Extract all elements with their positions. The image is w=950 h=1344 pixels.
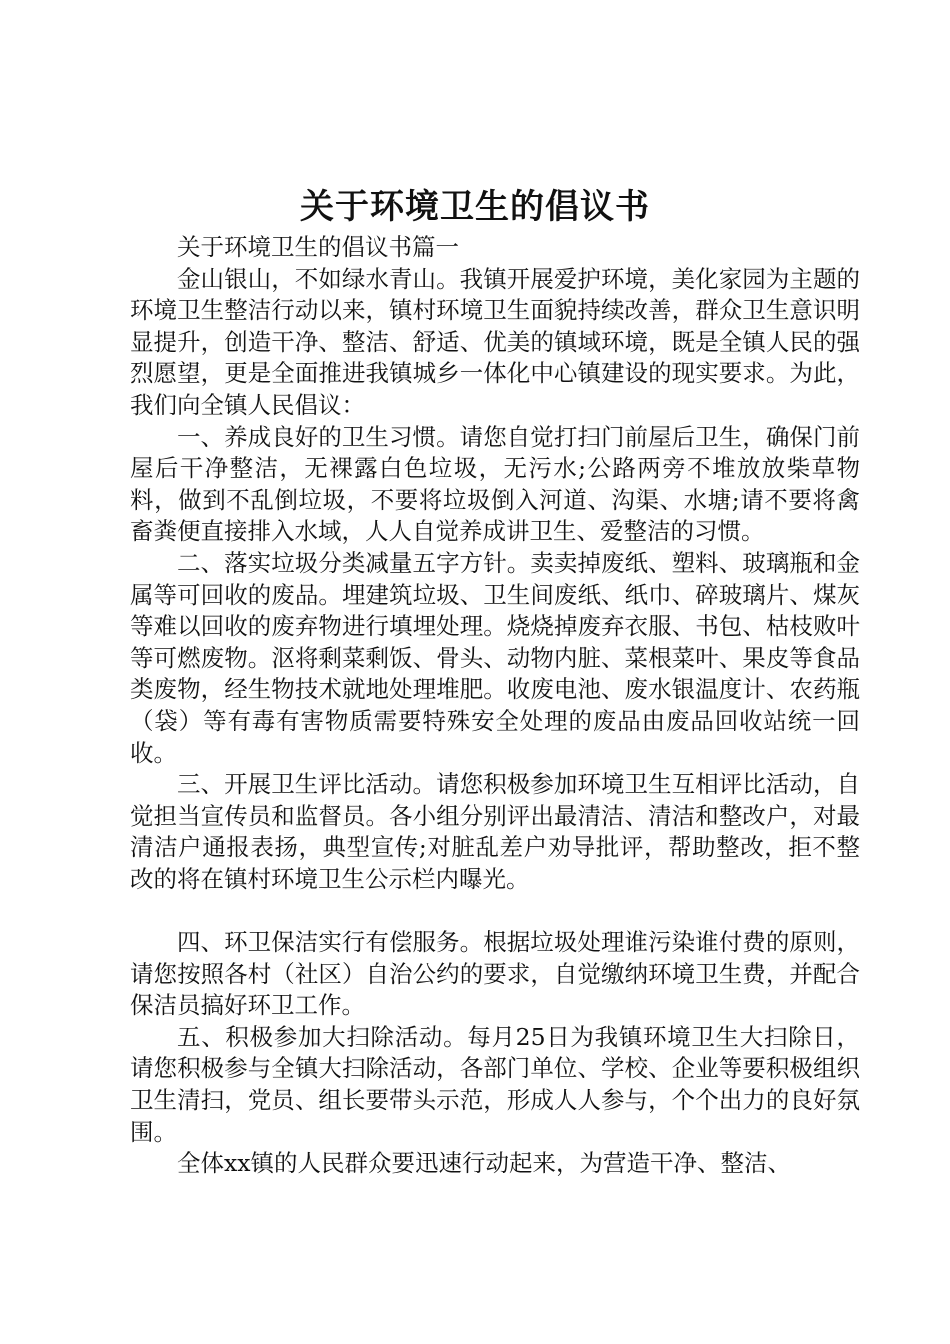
paragraph-gap xyxy=(130,895,860,927)
document-title: 关于环境卫生的倡议书 xyxy=(300,187,650,227)
point-1-paragraph: 一、养成良好的卫生习惯。请您自觉打扫门前屋后卫生，确保门前屋后干净整洁，无裸露白色垃圾，无污水;公路两旁不堆放放柴草物料，做到不乱倒垃圾，不要将垃圾倒入河道、沟渠、水塘;请不要将禽畜粪便直接排入水域，人人自觉养成讲卫生、爱整洁的习惯。 xyxy=(130,422,860,546)
document-body xyxy=(130,232,860,1180)
point-4-paragraph: 四、环卫保洁实行有偿服务。根据垃圾处理谁污染谁付费的原则，请您按照各村（社区）自治公约的要求，自觉缴纳环境卫生费，并配合保洁员搞好环卫工作。 xyxy=(130,928,860,1020)
closing-paragraph: 全体xx镇的人民群众要迅速行动起来，为营造干净、整洁、 xyxy=(177,1149,792,1178)
point-2-paragraph: 二、落实垃圾分类减量五字方针。卖卖掉废纸、塑料、玻璃瓶和金属等可回收的废品。埋建筑垃圾、卫生间废纸、纸巾、碎玻璃片、煤灰等难以回收的废弃物进行填埋处理。烧烧掉废弃衣服、书包、枯枝败叶等可燃废物。沤将剩菜剩饭、骨头、动物内脏、菜根菜叶、果皮等食品类废物，经生物技术就地处理堆肥。收废电池、废水银温度计、农药瓶（袋）等有毒有害物质需要特殊安全处理的废品由废品回收站统一回收。 xyxy=(130,548,860,767)
intro-paragraph: 金山银山，不如绿水青山。我镇开展爱护环境，美化家园为主题的环境卫生整洁行动以来，镇村环境卫生面貌持续改善，群众卫生意识明显提升，创造干净、整洁、舒适、优美的镇域环境，既是全镇人民的强烈愿望，更是全面推进我镇城乡一体化中心镇建设的现实要求。为此，我们向全镇人民倡议： xyxy=(130,264,860,419)
point-5-paragraph: 五、积极参加大扫除活动。每月25日为我镇环境卫生大扫除日，请您积极参与全镇大扫除活动，各部门单位、学校、企业等要积极组织卫生清扫，党员、组长要带头示范，形成人人参与，个个出力的良好氛围。 xyxy=(130,1022,860,1146)
point-3-paragraph: 三、开展卫生评比活动。请您积极参加环境卫生互相评比活动，自觉担当宣传员和监督员。各小组分别评出最清洁、清洁和整改户，对最清洁户通报表扬，典型宣传;对脏乱差户劝导批评，帮助整改，拒不整改的将在镇村环境卫生公示栏内曝光。 xyxy=(130,770,860,893)
section-heading: 关于环境卫生的倡议书篇一 xyxy=(177,233,459,261)
